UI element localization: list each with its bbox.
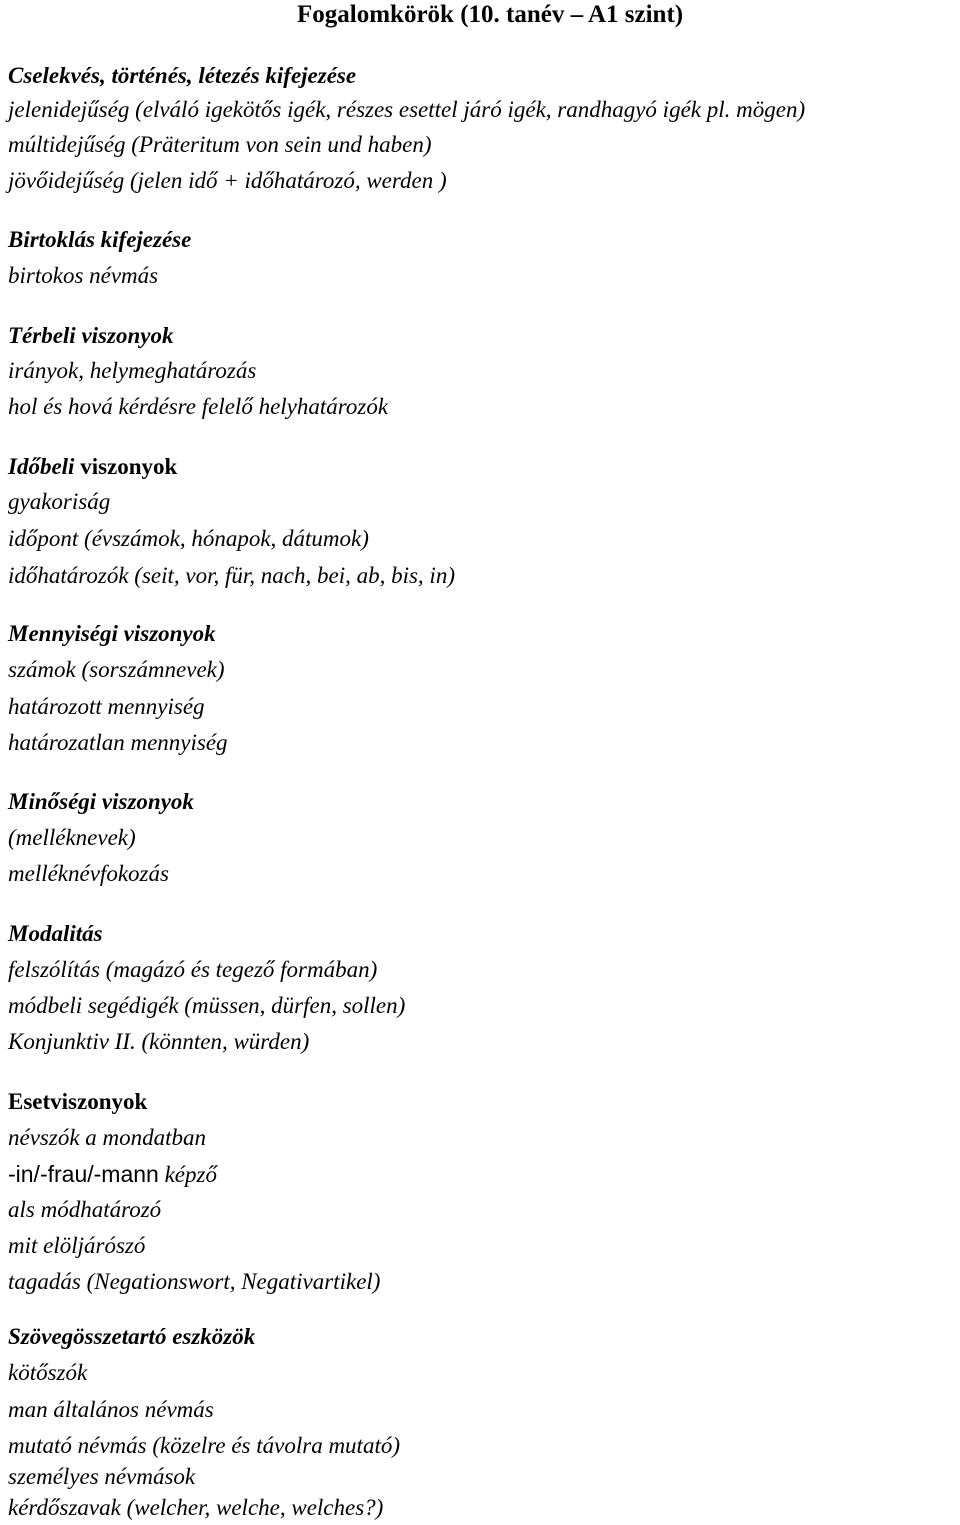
list-item: határozatlan mennyiség <box>8 730 228 755</box>
section-heading-modalitas: Modalitás <box>8 921 103 946</box>
heading-part: viszonyok <box>74 454 178 479</box>
list-item: hol és hová kérdésre felelő helyhatározók <box>8 394 389 419</box>
list-item: kötőszók <box>8 1360 88 1385</box>
list-item: számok (sorszámnevek) <box>8 657 225 682</box>
list-item: (melléknevek) <box>8 825 136 850</box>
list-item: módbeli segédigék (müssen, dürfen, sollen) <box>8 993 406 1018</box>
section-heading-terbeli: Térbeli viszonyok <box>8 323 174 348</box>
list-item: jövőidejűség (jelen idő + időhatározó, werden ) <box>8 168 447 193</box>
section-heading-esetviszonyok: Esetviszonyok <box>8 1089 148 1114</box>
list-item: birtokos névmás <box>8 263 159 288</box>
list-item: irányok, helymeghatározás <box>8 358 257 383</box>
suffix-label: képző <box>158 1162 217 1187</box>
suffix-text: -in/-frau/-mann <box>8 1161 159 1187</box>
page-title: Fogalomkörök (10. tanév – A1 szint) <box>297 1 684 28</box>
list-item: als módhatározó <box>8 1197 162 1222</box>
list-item: felszólítás (magázó és tegező formában) <box>8 957 378 982</box>
list-item: gyakoriság <box>8 489 111 514</box>
list-item: személyes névmások <box>8 1464 196 1489</box>
list-item: kérdőszavak (welcher, welche, welches?) <box>8 1495 384 1520</box>
section-heading-idobeli <box>8 453 177 481</box>
list-item: Konjunktiv II. (könnten, würden) <box>8 1029 310 1054</box>
list-item: időhatározók (seit, vor, für, nach, bei, ab, bis, in) <box>8 563 455 588</box>
section-heading-mennyisegi: Mennyiségi viszonyok <box>8 621 216 646</box>
list-item: névszók a mondatban <box>8 1125 207 1150</box>
list-item <box>8 1160 217 1189</box>
section-heading-minosegi: Minőségi viszonyok <box>8 789 194 814</box>
list-item: múltidejűség (Präteritum von sein und haben) <box>8 132 432 157</box>
list-item: man általános névmás <box>8 1397 214 1422</box>
section-heading-birtoklas: Birtoklás kifejezése <box>8 227 192 252</box>
section-heading-cselekves: Cselekvés, történés, létezés kifejezése <box>8 63 357 88</box>
list-item: melléknévfokozás <box>8 861 169 886</box>
list-item: mit elöljárószó <box>8 1233 146 1258</box>
list-item: tagadás (Negationswort, Negativartikel) <box>8 1269 381 1294</box>
list-item: időpont (évszámok, hónapok, dátumok) <box>8 526 369 551</box>
list-item: mutató névmás (közelre és távolra mutató) <box>8 1433 400 1458</box>
section-heading-szoveg: Szövegösszetartó eszközök <box>8 1324 256 1349</box>
list-item: jelenidejűség (elváló igekötős igék, részes esettel járó igék, randhagyó igék pl. mögen) <box>8 97 806 122</box>
list-item: határozott mennyiség <box>8 694 205 719</box>
heading-part: Időbeli <box>8 454 75 479</box>
